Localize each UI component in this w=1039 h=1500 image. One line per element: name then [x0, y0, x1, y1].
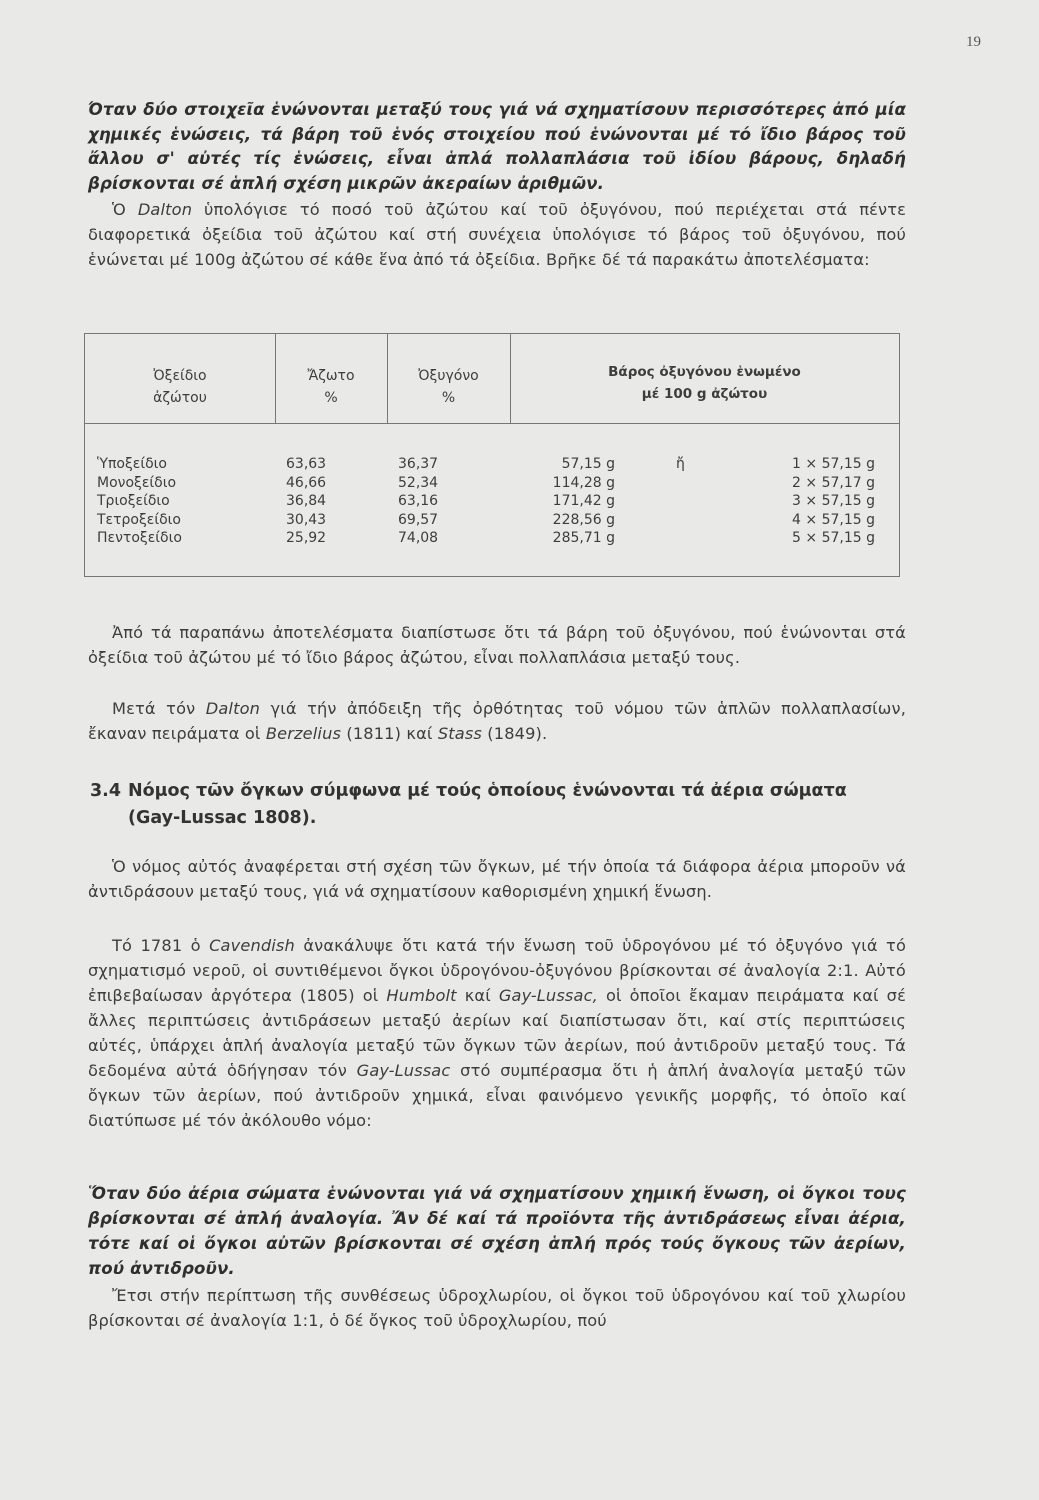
header-oxide: Ὀξείδιο ἀζώτου	[153, 368, 207, 406]
col-oxygen-weight	[525, 455, 615, 548]
col-oxide-names	[97, 455, 182, 548]
table-cell: 25,92	[286, 530, 327, 547]
table-cell: Ὑποξείδιο	[97, 456, 167, 472]
cavendish-paragraph: Τό 1781 ὁ Cavendish ἀνακάλυψε ὅτι κατά τήν ἕνωση τοῦ ὑδρογόνου μέ τό ὀξυγόνο γιά τό σχηματισμό νεροῦ, οἱ συντιθέμενοι ὄγκοι ὑδρογόνου-ὀξυγόνου βρίσκονται σέ ἀναλογία 2:1. Αὐτό ἐπιβεβαίωσαν ἀργότερα (1805) οἱ Humbolt καί Gay-Lussac, οἱ ὁποῖοι ἔκαμαν πειράματα καί σέ ἄλλες περιπτώσεις ἀντιδράσεων μεταξύ ἀερίων καί διαπίστωσαν ὅτι, καί στίς περιπτώσεις αὐτές, ὑπάρχει ἁπλή ἀναλογία μεταξύ τῶν ὄγκων τῶν ἀερίων, πού ἀντιδροῦν μεταξύ τους. Τά δεδομένα αὐτά ὁδήγησαν τόν Gay-Lussac στό συμπέρασμα ὅτι ἡ ἁπλή ἀναλογία μεταξύ τῶν ὄγκων τῶν ἀερίων, πού ἀντιδροῦν χημικά, εἶναι φαινόμενο γενικῆς μορφῆς, τό ὁποῖο καί διατύπωσε μέ τόν ἀκόλουθο νόμο:	[88, 936, 907, 1130]
table-cell: 46,66	[286, 474, 327, 491]
volumes-paragraph: Ὁ νόμος αὐτός ἀναφέρεται στή σχέση τῶν ὄγκων, μέ τήν ὁποία τά διάφορα ἀέρια μποροῦν νά ἀντιδράσουν μεταξύ τους, γιά νά σχηματίσουν καθορισμένη χημική ἕνωση.	[88, 857, 906, 901]
section-heading	[90, 778, 920, 832]
table-cell: 228,56 g	[552, 511, 615, 528]
table-cell: 74,08	[398, 530, 439, 547]
table-cell: 69,57	[398, 511, 439, 528]
table-cell: Τριοξείδιο	[97, 493, 170, 510]
section-number: 3.4	[90, 781, 122, 801]
table-cell: 114,28 g	[552, 474, 615, 491]
dalton-paragraph: Ὁ Dalton ὑπολόγισε τό ποσό τοῦ ἀζώτου καί τοῦ ὀξυγόνου, πού περιέχεται στά πέντε διαφορετικά ὀξείδια τοῦ ἀζώτου καί στή συνέχεια ὑπολόγισε τό βάρος τοῦ ὀξυγόνου, πού ἑνώνεται μέ 100g ἀζώτου σέ κάθε ἕνα ἀπό τά ὀξείδια. Βρῆκε δέ τά παρακάτω ἀποτελέσματα:	[88, 200, 906, 269]
header-oxygen-weight: Βάρος ὀξυγόνου ἑνωμένο μέ 100 g ἀζώτου	[608, 364, 801, 402]
col-or	[676, 455, 685, 474]
table-cell: 171,42 g	[552, 493, 615, 510]
table-cell: 30,43	[286, 511, 327, 528]
law-of-volumes: Ὅταν δύο ἀέρια σώματα ἑνώνονται γιά νά σχηματίσουν χημική ἕνωση, οἱ ὄγκοι τους βρίσκονται σέ ἁπλή ἀναλογία. Ἄν δέ καί τά προϊόντα τῆς ἀντιδράσεως εἶναι ἀέρια, τότε καί οἱ ὄγκοι αὐτῶν βρίσκονται σέ σχέση ἁπλή πρός τούς ὄγκους τῶν ἀερίων, πού ἀντιδροῦν.	[88, 1184, 906, 1278]
table-cell: 57,15 g	[561, 456, 615, 472]
table-cell: 36,37	[398, 456, 439, 472]
section-title-line1: Νόμος τῶν ὄγκων σύμφωνα μέ τούς ὁποίους ἑνώνονται τά ἀέρια σώματα	[128, 781, 847, 801]
table-cell: ἤ	[676, 456, 685, 472]
table-cell: 63,63	[286, 456, 327, 472]
header-oxygen: Ὀξυγόνο %	[418, 368, 479, 406]
col-multiples	[745, 455, 875, 548]
col-nitrogen	[286, 455, 326, 548]
conclusion-paragraph: Ἀπό τά παραπάνω ἀποτελέσματα διαπίστωσε ὅτι τά βάρη τοῦ ὀξυγόνου, πού ἑνώνονται στά ὀξείδια τοῦ ἀζώτου μέ τό ἴδιο βάρος ἀζώτου, εἶναι πολλαπλάσια μεταξύ τους.	[88, 623, 906, 667]
table-cell: 285,71 g	[552, 530, 615, 547]
table-cell: 5 × 57,15 g	[792, 530, 875, 547]
law-of-multiple-proportions: Όταν δύο στοιχεῖα ἑνώνονται μεταξύ τους γιά νά σχηματίσουν περισσότερες ἀπό μία χημικές ἑνώσεις, τά βάρη τοῦ ἑνός στοιχείου πού ἑνώνονται μέ τό ἴδιο βάρος τοῦ ἄλλου σ' αὐτές τίς ἑνώσεις, εἶναι ἁπλά πολλαπλάσια τοῦ ἰδίου βάρους, δηλαδή βρίσκονται σέ ἁπλή σχέση μικρῶν ἀκεραίων ἀριθμῶν.	[88, 100, 906, 193]
col-oxygen	[398, 455, 438, 548]
hydrochloride-paragraph: Ἔτσι στήν περίπτωση τῆς συνθέσεως ὑδροχλωρίου, οἱ ὄγκοι τοῦ ὑδρογόνου καί τοῦ χλωρίου βρίσκονται σέ ἀναλογία 1:1, ὁ δέ ὄγκος τοῦ ὑδροχλωρίου, πού	[88, 1286, 906, 1330]
table-cell: 36,84	[286, 493, 327, 510]
table-cell: 52,34	[398, 474, 439, 491]
table-cell: 4 × 57,15 g	[792, 511, 875, 528]
table-cell: 63,16	[398, 493, 439, 510]
nitrogen-oxides-table	[84, 333, 900, 577]
table-cell: Μονοξείδιο	[97, 474, 177, 491]
section-title-line2: (Gay-Lussac 1808).	[128, 808, 317, 828]
header-nitrogen: Ἄζωτο %	[307, 368, 355, 406]
experiments-paragraph: Μετά τόν Dalton γιά τήν ἀπόδειξη τῆς ὀρθότητας τοῦ νόμου τῶν ἁπλῶν πολλαπλασίων, ἔκαναν πειράματα οἱ Berzelius (1811) καί Stass (1849).	[88, 699, 906, 743]
table-cell: 2 × 57,17 g	[792, 474, 875, 491]
page-number: 19	[966, 34, 981, 50]
table-cell: Τετροξείδιο	[97, 511, 181, 528]
table-cell: 3 × 57,15 g	[792, 493, 875, 510]
table-cell: 1 × 57,15 g	[792, 456, 875, 472]
table-cell: Πεντοξείδιο	[97, 530, 182, 547]
